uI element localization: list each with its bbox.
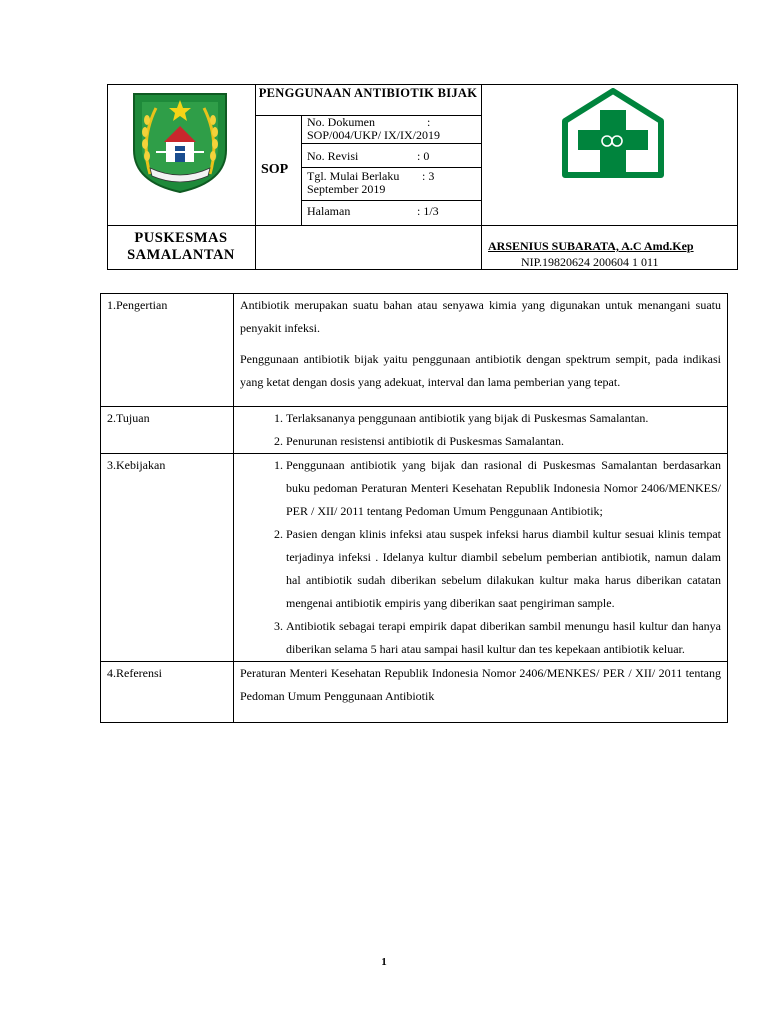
table-row bbox=[101, 662, 728, 723]
effective-date-field bbox=[307, 170, 479, 196]
list-item: 3. Antibiotik sebagai terapi empirik dapat diberikan sambil menungu hasil kultur dan hanya diberikan selama 5 hari atau sampai hasil kultur dan tes kepekaan antibiotik keluar. bbox=[286, 615, 721, 661]
sop-label: SOP bbox=[261, 162, 289, 177]
regency-emblem-logo bbox=[128, 90, 232, 194]
effective-date-label: Tgl. Mulai Berlaku bbox=[307, 169, 400, 183]
section-content bbox=[234, 294, 728, 407]
page-value: : 1/3 bbox=[417, 204, 439, 218]
doc-number-value: SOP/004/UKP/ IX/IX/2019 bbox=[307, 128, 441, 142]
section-content bbox=[234, 454, 728, 662]
page-label: Halaman bbox=[307, 204, 351, 218]
page-field bbox=[307, 205, 479, 218]
revision-label: No. Revisi bbox=[307, 149, 359, 163]
revision-field bbox=[307, 150, 479, 163]
puskesmas-logo bbox=[562, 88, 664, 178]
organization-name-line1: PUSKESMAS bbox=[134, 230, 228, 246]
table-row bbox=[101, 454, 728, 662]
pengertian-paragraph-2: Penggunaan antibiotik bijak yaitu penggunaan antibiotik dengan spektrum sempit, pada indikasi yang ketat dengan dosis yang adekuat, interval dan lama pemberian yang tepat. bbox=[240, 352, 721, 389]
section-label: 1.Pengertian bbox=[101, 294, 234, 407]
referensi-text: Peraturan Menteri Kesehatan Republik Indonesia Nomor 2406/MENKES/ PER / XII/ 2011 tentang Pedoman Umum Penggunaan Antibiotik bbox=[240, 666, 721, 703]
doc-number-field bbox=[307, 116, 479, 142]
signer-name: ARSENIUS SUBARATA, A.C Amd.Kep bbox=[488, 239, 694, 253]
table-row bbox=[101, 294, 728, 407]
organization-name bbox=[108, 230, 254, 264]
pengertian-paragraph-1: Antibiotik merupakan suatu bahan atau senyawa kimia yang digunakan untuk menangani suatu penyakit infeksi. bbox=[240, 298, 721, 335]
section-content bbox=[234, 662, 728, 723]
effective-date-value-2: September 2019 bbox=[307, 182, 386, 196]
page-number: 1 bbox=[381, 956, 387, 968]
doc-number-label: No. Dokumen bbox=[307, 115, 375, 129]
effective-date-value: : 3 bbox=[422, 169, 435, 183]
document-title: PENGGUNAAN ANTIBIOTIK BIJAK bbox=[258, 86, 478, 100]
list-item: 1. Terlaksananya penggunaan antibiotik yang bijak di Puskesmas Samalantan. bbox=[286, 407, 721, 430]
section-label: 3.Kebijakan bbox=[101, 454, 234, 662]
list-item: 2. Pasien dengan klinis infeksi atau suspek infeksi harus diambil kultur sesuai klinis tempat terjadinya infeksi . Idelanya kultur diambil sebelum pemberian antibiotik, namun dalam hal antibiotik sudah diberikan sebelum dilakukan kultur maka harus diberikan catatan mengenai antibiotik empiris yang diberikan saat pengiriman sample. bbox=[286, 523, 721, 615]
list-item: 2. Penurunan resistensi antibiotik di Puskesmas Samalantan. bbox=[286, 430, 721, 453]
section-label: 2.Tujuan bbox=[101, 407, 234, 454]
section-label: 4.Referensi bbox=[101, 662, 234, 723]
organization-name-line2: SAMALANTAN bbox=[127, 247, 235, 263]
revision-value: : 0 bbox=[417, 149, 430, 163]
table-row bbox=[101, 407, 728, 454]
list-item: 1. Penggunaan antibiotik yang bijak dan rasional di Puskesmas Samalantan berdasarkan buku pedoman Peraturan Menteri Kesehatan Republik Indonesia Nomor 2406/MENKES/ PER / XII/ 2011 tentang Pedoman Umum Penggunaan Antibiotik; bbox=[286, 454, 721, 523]
doc-number-separator: : bbox=[427, 115, 431, 129]
signer-nip: NIP.19820624 200604 1 011 bbox=[521, 255, 659, 269]
sop-content-table bbox=[100, 293, 728, 723]
tujuan-list bbox=[240, 407, 721, 453]
section-content bbox=[234, 407, 728, 454]
kebijakan-list bbox=[240, 454, 721, 661]
